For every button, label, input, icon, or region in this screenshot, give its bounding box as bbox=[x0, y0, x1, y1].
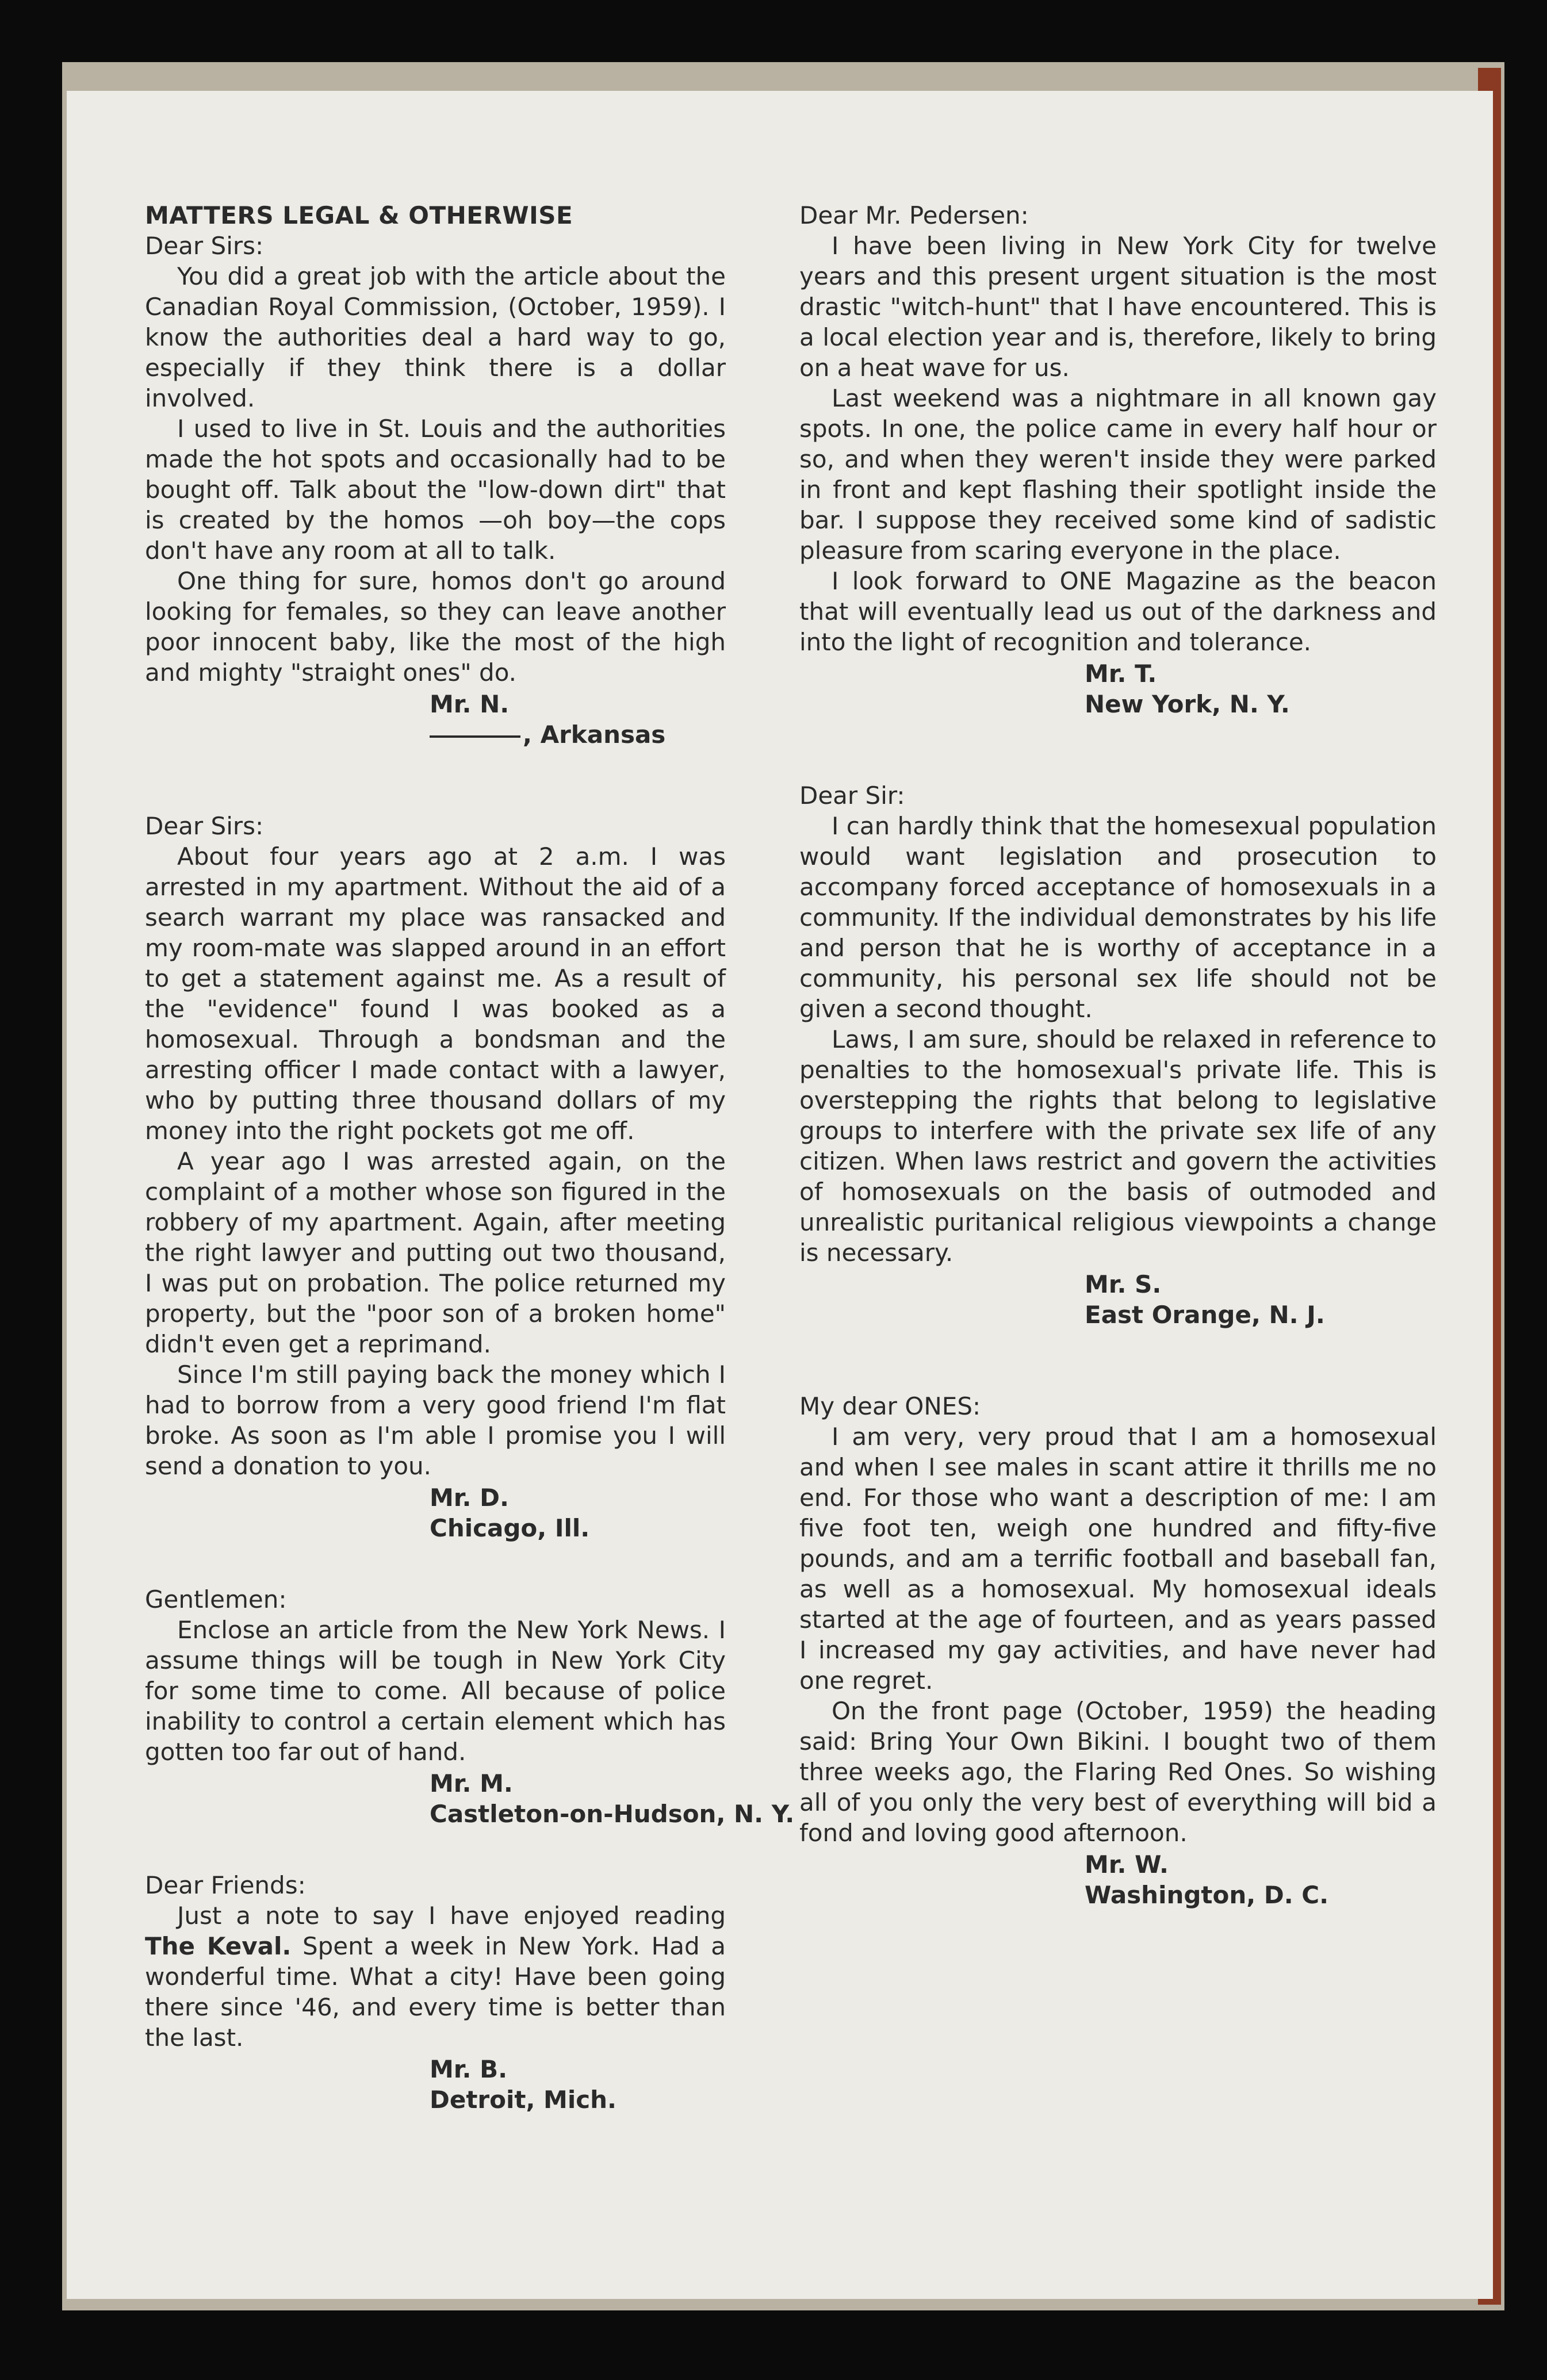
spacer bbox=[799, 1330, 1437, 1391]
letter-paragraph: I have been living in New York City for twelve years and this present urgent situation is the most drastic "witch-hunt" that I have encountered. This is a local election year and is, therefore, likely to bring on a heat wave for us. bbox=[799, 232, 1437, 382]
signature-name: Mr. W. bbox=[1085, 1850, 1169, 1879]
letter-paragraph: Enclose an article from the New York News. I assume things will be tough in New York City for some time to come. All because of police inability to control a certain element which has gotten too far out of hand. bbox=[145, 1616, 726, 1766]
magazine-page bbox=[67, 91, 1493, 2299]
signature-location: Chicago, Ill. bbox=[430, 1514, 590, 1542]
letter-paragraph: One thing for sure, homos don't go around looking for females, so they can leave another poor innocent baby, like the most of the high and mighty "straight ones" do. bbox=[145, 567, 726, 687]
spacer bbox=[145, 1543, 726, 1584]
letter-paragraph: A year ago I was arrested again, on the complaint of a mother whose son figured in the robbery of my apartment. Again, after meeting the right lawyer and putting out two thousand, I was put on probation. The police returned my property, but the "poor son of a broken home" didn't even get a reprimand. bbox=[145, 1147, 726, 1358]
signature-name: Mr. B. bbox=[430, 2055, 508, 2083]
letter-paragraph: I used to live in St. Louis and the authorities made the hot spots and occasionally had to be bought off. Talk about the "low-down dirt" that is created by the homos —oh boy—the cops don't have any room at all to talk. bbox=[145, 415, 726, 565]
signature-name: Mr. S. bbox=[1085, 1270, 1162, 1298]
letter-salutation: Dear Sirs: bbox=[145, 232, 264, 260]
bold-phrase: The Keval. bbox=[145, 1932, 292, 1960]
letter-salutation: Dear Sirs: bbox=[145, 812, 264, 840]
spacer bbox=[145, 750, 726, 811]
letter-salutation: Dear Mr. Pedersen: bbox=[799, 201, 1029, 229]
signature-name: Mr. M. bbox=[430, 1769, 513, 1798]
right-column bbox=[799, 200, 1437, 1910]
letter-paragraph: I am very, very proud that I am a homosexual and when I see males in scant attire it thrills me no end. For those who want a description of me: I am five foot ten, weigh one hundred and fifty-five pounds, and am a terrific football and baseball fan, as well as a homosexual. My homosexual ideals started at the age of fourteen, and as years passed I increased my gay activities, and have never had one regret. bbox=[799, 1423, 1437, 1695]
letter-paragraph: I look forward to ONE Magazine as the beacon that will eventually lead us out of the darkness and into the light of recognition and tolerance. bbox=[799, 567, 1437, 656]
letter-4 bbox=[145, 1870, 726, 2115]
letter-signature-block bbox=[145, 2054, 726, 2115]
letter-paragraph: You did a great job with the article about the Canadian Royal Commission, (October, 1959). I know the authorities deal a hard way to go, especially if they think there is a dollar involved. bbox=[145, 262, 726, 412]
letter-7 bbox=[799, 1391, 1437, 1910]
letter-signature-block bbox=[145, 1768, 795, 1829]
letter-signature-block bbox=[799, 1849, 1437, 1910]
left-column bbox=[145, 200, 795, 2115]
letter-salutation: Dear Sir: bbox=[799, 781, 905, 810]
signature-location: , Arkansas bbox=[523, 720, 666, 749]
signature-name: Mr. D. bbox=[430, 1484, 509, 1512]
signature-location: East Orange, N. J. bbox=[1085, 1301, 1325, 1329]
signature-location: Castleton-on-Hudson, N. Y. bbox=[430, 1800, 795, 1828]
letter-paragraph: On the front page (October, 1959) the heading said: Bring Your Own Bikini. I bought two of them three weeks ago, the Flaring Red Ones. So wishing all of you only the very best of everything will bid a fond and loving good afternoon. bbox=[799, 1697, 1437, 1847]
paragraph-text: Spent a week in New York. Had a wonderful time. What a city! Have been going there since '46, and every time is better than the last. bbox=[145, 1932, 726, 2052]
letter-paragraph: I can hardly think that the homesexual population would want legislation and prosecution to accompany forced acceptance of homosexuals in a community. If the individual demonstrates by his life and person that he is worthy of acceptance in a community, his personal sex life should not be given a second thought. bbox=[799, 812, 1437, 1023]
letter-salutation: Dear Friends: bbox=[145, 1871, 306, 1899]
letter-3 bbox=[145, 1584, 795, 1829]
section-heading: MATTERS LEGAL & OTHERWISE bbox=[145, 201, 573, 229]
letter-signature-block bbox=[145, 689, 726, 750]
letter-1 bbox=[145, 231, 726, 750]
letter-2 bbox=[145, 811, 726, 1543]
paragraph-text: Just a note to say I have enjoyed reading bbox=[177, 1902, 726, 1930]
letter-paragraph: Laws, I am sure, should be relaxed in reference to penalties to the homosexual's private life. This is overstepping the rights that belong to legislative groups to interfere with the private sex life of any citizen. When laws restrict and govern the activities of homosexuals on the basis of outmoded and unrealistic puritanical religious viewpoints a change is necessary. bbox=[799, 1025, 1437, 1267]
redaction-line bbox=[430, 735, 520, 738]
letter-signature-block bbox=[799, 1269, 1437, 1330]
spacer bbox=[799, 719, 1437, 780]
letter-salutation: My dear ONES: bbox=[799, 1392, 981, 1420]
letter-signature-block bbox=[145, 1482, 726, 1543]
signature-name: Mr. N. bbox=[430, 690, 510, 718]
spacer bbox=[145, 1829, 726, 1870]
letter-paragraph: Since I'm still paying back the money which I had to borrow from a very good friend I'm flat broke. As soon as I'm able I promise you I will send a donation to you. bbox=[145, 1360, 726, 1480]
signature-location: Detroit, Mich. bbox=[430, 2086, 616, 2114]
letter-signature-block bbox=[799, 658, 1437, 719]
letter-paragraph bbox=[145, 1900, 726, 2053]
signature-location: Washington, D. C. bbox=[1085, 1881, 1329, 1909]
letter-paragraph: Last weekend was a nightmare in all known gay spots. In one, the police came in every half hour or so, and when they weren't inside they were parked in front and kept flashing their spotlight inside the bar. I suppose they received some kind of sadistic pleasure from scaring everyone in the place. bbox=[799, 384, 1437, 565]
letter-6 bbox=[799, 780, 1437, 1330]
letter-paragraph: About four years ago at 2 a.m. I was arrested in my apartment. Without the aid of a search warrant my place was ransacked and my room-mate was slapped around in an effort to get a statement against me. As a result of the "evidence" found I was booked as a homosexual. Through a bondsman and the arresting officer I made contact with a lawyer, who by putting three thousand dollars of my money into the right pockets got me off. bbox=[145, 842, 726, 1145]
signature-location-line bbox=[430, 719, 726, 750]
letter-salutation: Gentlemen: bbox=[145, 1585, 287, 1614]
signature-name: Mr. T. bbox=[1085, 660, 1157, 688]
letter-5 bbox=[799, 200, 1437, 719]
signature-location: New York, N. Y. bbox=[1085, 690, 1290, 718]
